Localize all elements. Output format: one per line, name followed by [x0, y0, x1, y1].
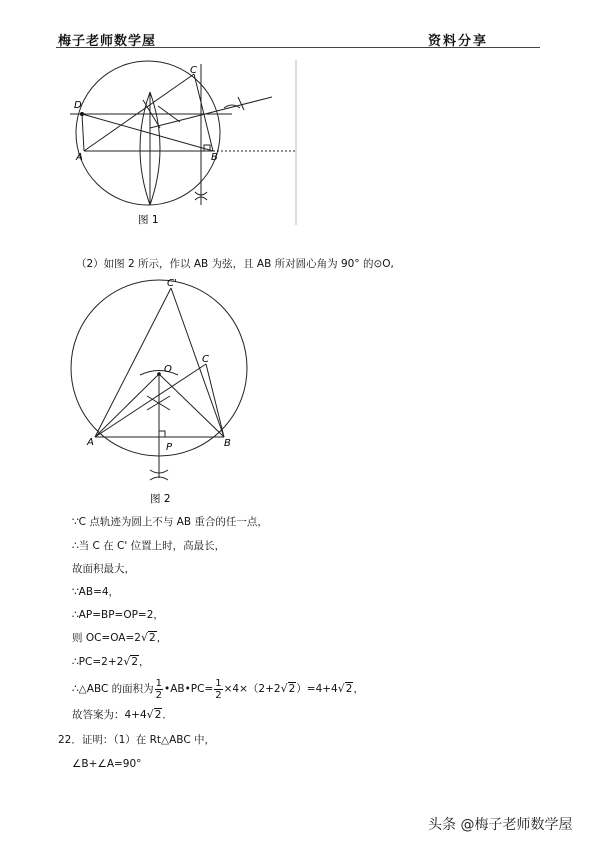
- line-2: ∴当 C 在 C' 位置上时，高最长，: [72, 540, 226, 552]
- watermark: 头条 @梅子老师数学屋: [428, 817, 573, 833]
- fig2-label-p: P: [166, 442, 173, 453]
- fig1-label-c: C: [190, 65, 197, 76]
- fig1-label-a: A: [76, 152, 83, 163]
- line-3: 故面积最大，: [72, 563, 135, 575]
- line-4: ∵AB=4，: [72, 586, 120, 598]
- fig1-label-b: B: [211, 152, 218, 163]
- line-5: ∴AP=BP=OP=2，: [72, 609, 164, 621]
- fig2-label-o: O: [164, 364, 172, 375]
- line-1: ∵C 点轨迹为圆上不与 AB 重合的任一点，: [72, 516, 268, 528]
- line-8: ∴△ABC 的面积为 $\frac{1}{2}$ •AB•PC= $\frac{1}{2}$ ×4×（2+2√2）=4+4√2，: [72, 677, 364, 701]
- part2-intro: （2）如图 2 所示，作以 AB 为弦，且 AB 所对圆心角为 90° 的⊙O,: [76, 258, 394, 270]
- fig2-label-cprime: C': [167, 278, 177, 289]
- header-right: 资料分享: [428, 34, 489, 49]
- line-11: ∠B+∠A=90°: [72, 758, 142, 770]
- line-7: ∴PC=2+2√2，: [72, 655, 150, 668]
- fig2-label-a: A: [87, 437, 94, 448]
- fig2-label-c: C: [202, 354, 209, 365]
- line-9: 故答案为：4+4√2．: [72, 708, 173, 721]
- fig2-caption: 图 2: [150, 493, 171, 505]
- line-6: 则 OC=OA=2√2，: [72, 631, 168, 644]
- fig2-label-b: B: [224, 438, 231, 449]
- line-10: 22．证明：（1）在 Rt△ABC 中，: [58, 734, 215, 746]
- fig1-label-d: D: [74, 100, 82, 111]
- header-left: 梅子老师数学屋: [58, 34, 157, 49]
- fig1-caption: 图 1: [138, 214, 159, 226]
